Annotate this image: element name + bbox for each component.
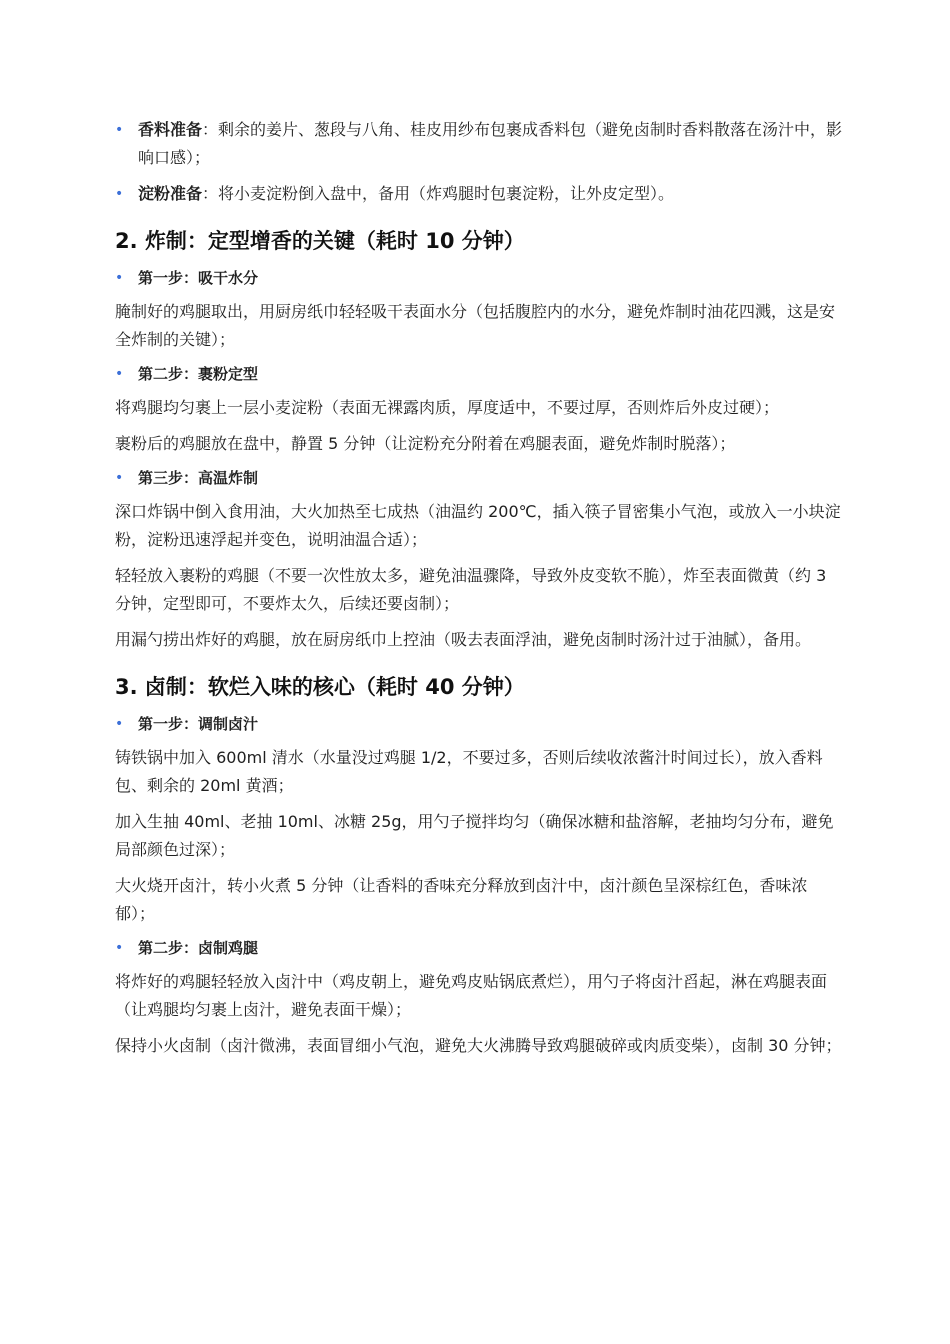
paragraph: 将炸好的鸡腿轻轻放入卤汁中（鸡皮朝上，避免鸡皮贴锅底煮烂），用勺子将卤汁舀起，淋在鸡腿表面（让鸡腿均匀裹上卤汁，避免表面干燥）； bbox=[115, 972, 828, 1019]
section-3-step-1-title: • 第一步：调制卤汁 bbox=[115, 712, 846, 736]
bullet-icon: • bbox=[115, 270, 124, 286]
paragraph: 腌制好的鸡腿取出，用厨房纸巾轻轻吸干表面水分（包括腹腔内的水分，避免炸制时油花四溅，这是安全炸制的关键）； bbox=[115, 302, 836, 349]
bullet-icon: • bbox=[115, 122, 124, 138]
bullet-icon: • bbox=[115, 186, 124, 202]
section-2-step-3-title: • 第三步：高温炸制 bbox=[115, 466, 846, 490]
bullet-icon: • bbox=[115, 366, 124, 382]
prep-spice-label: 香料准备 bbox=[138, 120, 203, 139]
prep-spice-text: ：剩余的姜片、葱段与八角、桂皮用纱布包裹成香料包（避免卤制时香料散落在汤汁中，影响口感）； bbox=[138, 120, 843, 167]
bullet-icon: • bbox=[115, 940, 124, 956]
prep-spice-item bbox=[115, 116, 846, 172]
section-3-heading: 3. 卤制：软烂入味的核心（耗时 40 分钟） bbox=[115, 675, 525, 699]
section-2-step-1-title: • 第一步：吸干水分 bbox=[115, 266, 846, 290]
section-3-step-2-title: • 第二步：卤制鸡腿 bbox=[115, 936, 846, 960]
paragraph: 深口炸锅中倒入食用油，大火加热至七成热（油温约 200℃，插入筷子冒密集小气泡，或放入一小块淀粉，淀粉迅速浮起并变色，说明油温合适）； bbox=[115, 502, 841, 549]
prep-starch-item bbox=[115, 180, 846, 208]
paragraph: 保持小火卤制（卤汁微沸，表面冒细小气泡，避免大火沸腾导致鸡腿破碎或肉质变柴），卤制 30 分钟； bbox=[115, 1036, 842, 1055]
paragraph: 加入生抽 40ml、老抽 10ml、冰糖 25g，用勺子搅拌均匀（确保冰糖和盐溶解，老抽均匀分布，避免局部颜色过深）； bbox=[115, 812, 834, 859]
section-2-heading: 2. 炸制：定型增香的关键（耗时 10 分钟） bbox=[115, 229, 525, 253]
section-2-step-2-title: • 第二步：裹粉定型 bbox=[115, 362, 846, 386]
paragraph: 大火烧开卤汁，转小火煮 5 分钟（让香料的香味充分释放到卤汁中，卤汁颜色呈深棕红色，香味浓郁）； bbox=[115, 876, 808, 923]
prep-starch-label: 淀粉准备 bbox=[138, 184, 203, 203]
paragraph: 铸铁锅中加入 600ml 清水（水量没过鸡腿 1/2，不要过多，否则后续收浓酱汁时间过长），放入香料包、剩余的 20ml 黄酒； bbox=[115, 748, 823, 795]
bullet-icon: • bbox=[115, 470, 124, 486]
prep-starch-text: ：将小麦淀粉倒入盘中，备用（炸鸡腿时包裹淀粉，让外皮定型）。 bbox=[202, 184, 675, 203]
paragraph: 裹粉后的鸡腿放在盘中，静置 5 分钟（让淀粉充分附着在鸡腿表面，避免炸制时脱落）； bbox=[115, 434, 736, 453]
paragraph: 轻轻放入裹粉的鸡腿（不要一次性放太多，避免油温骤降，导致外皮变软不脆），炸至表面微黄（约 3 分钟，定型即可，不要炸太久，后续还要卤制）； bbox=[115, 566, 827, 613]
paragraph: 将鸡腿均匀裹上一层小麦淀粉（表面无裸露肉质，厚度适中，不要过厚，否则炸后外皮过硬）； bbox=[115, 398, 780, 417]
paragraph: 用漏勺捞出炸好的鸡腿，放在厨房纸巾上控油（吸去表面浮油，避免卤制时汤汁过于油腻），备用。 bbox=[115, 630, 812, 649]
bullet-icon: • bbox=[115, 716, 124, 732]
